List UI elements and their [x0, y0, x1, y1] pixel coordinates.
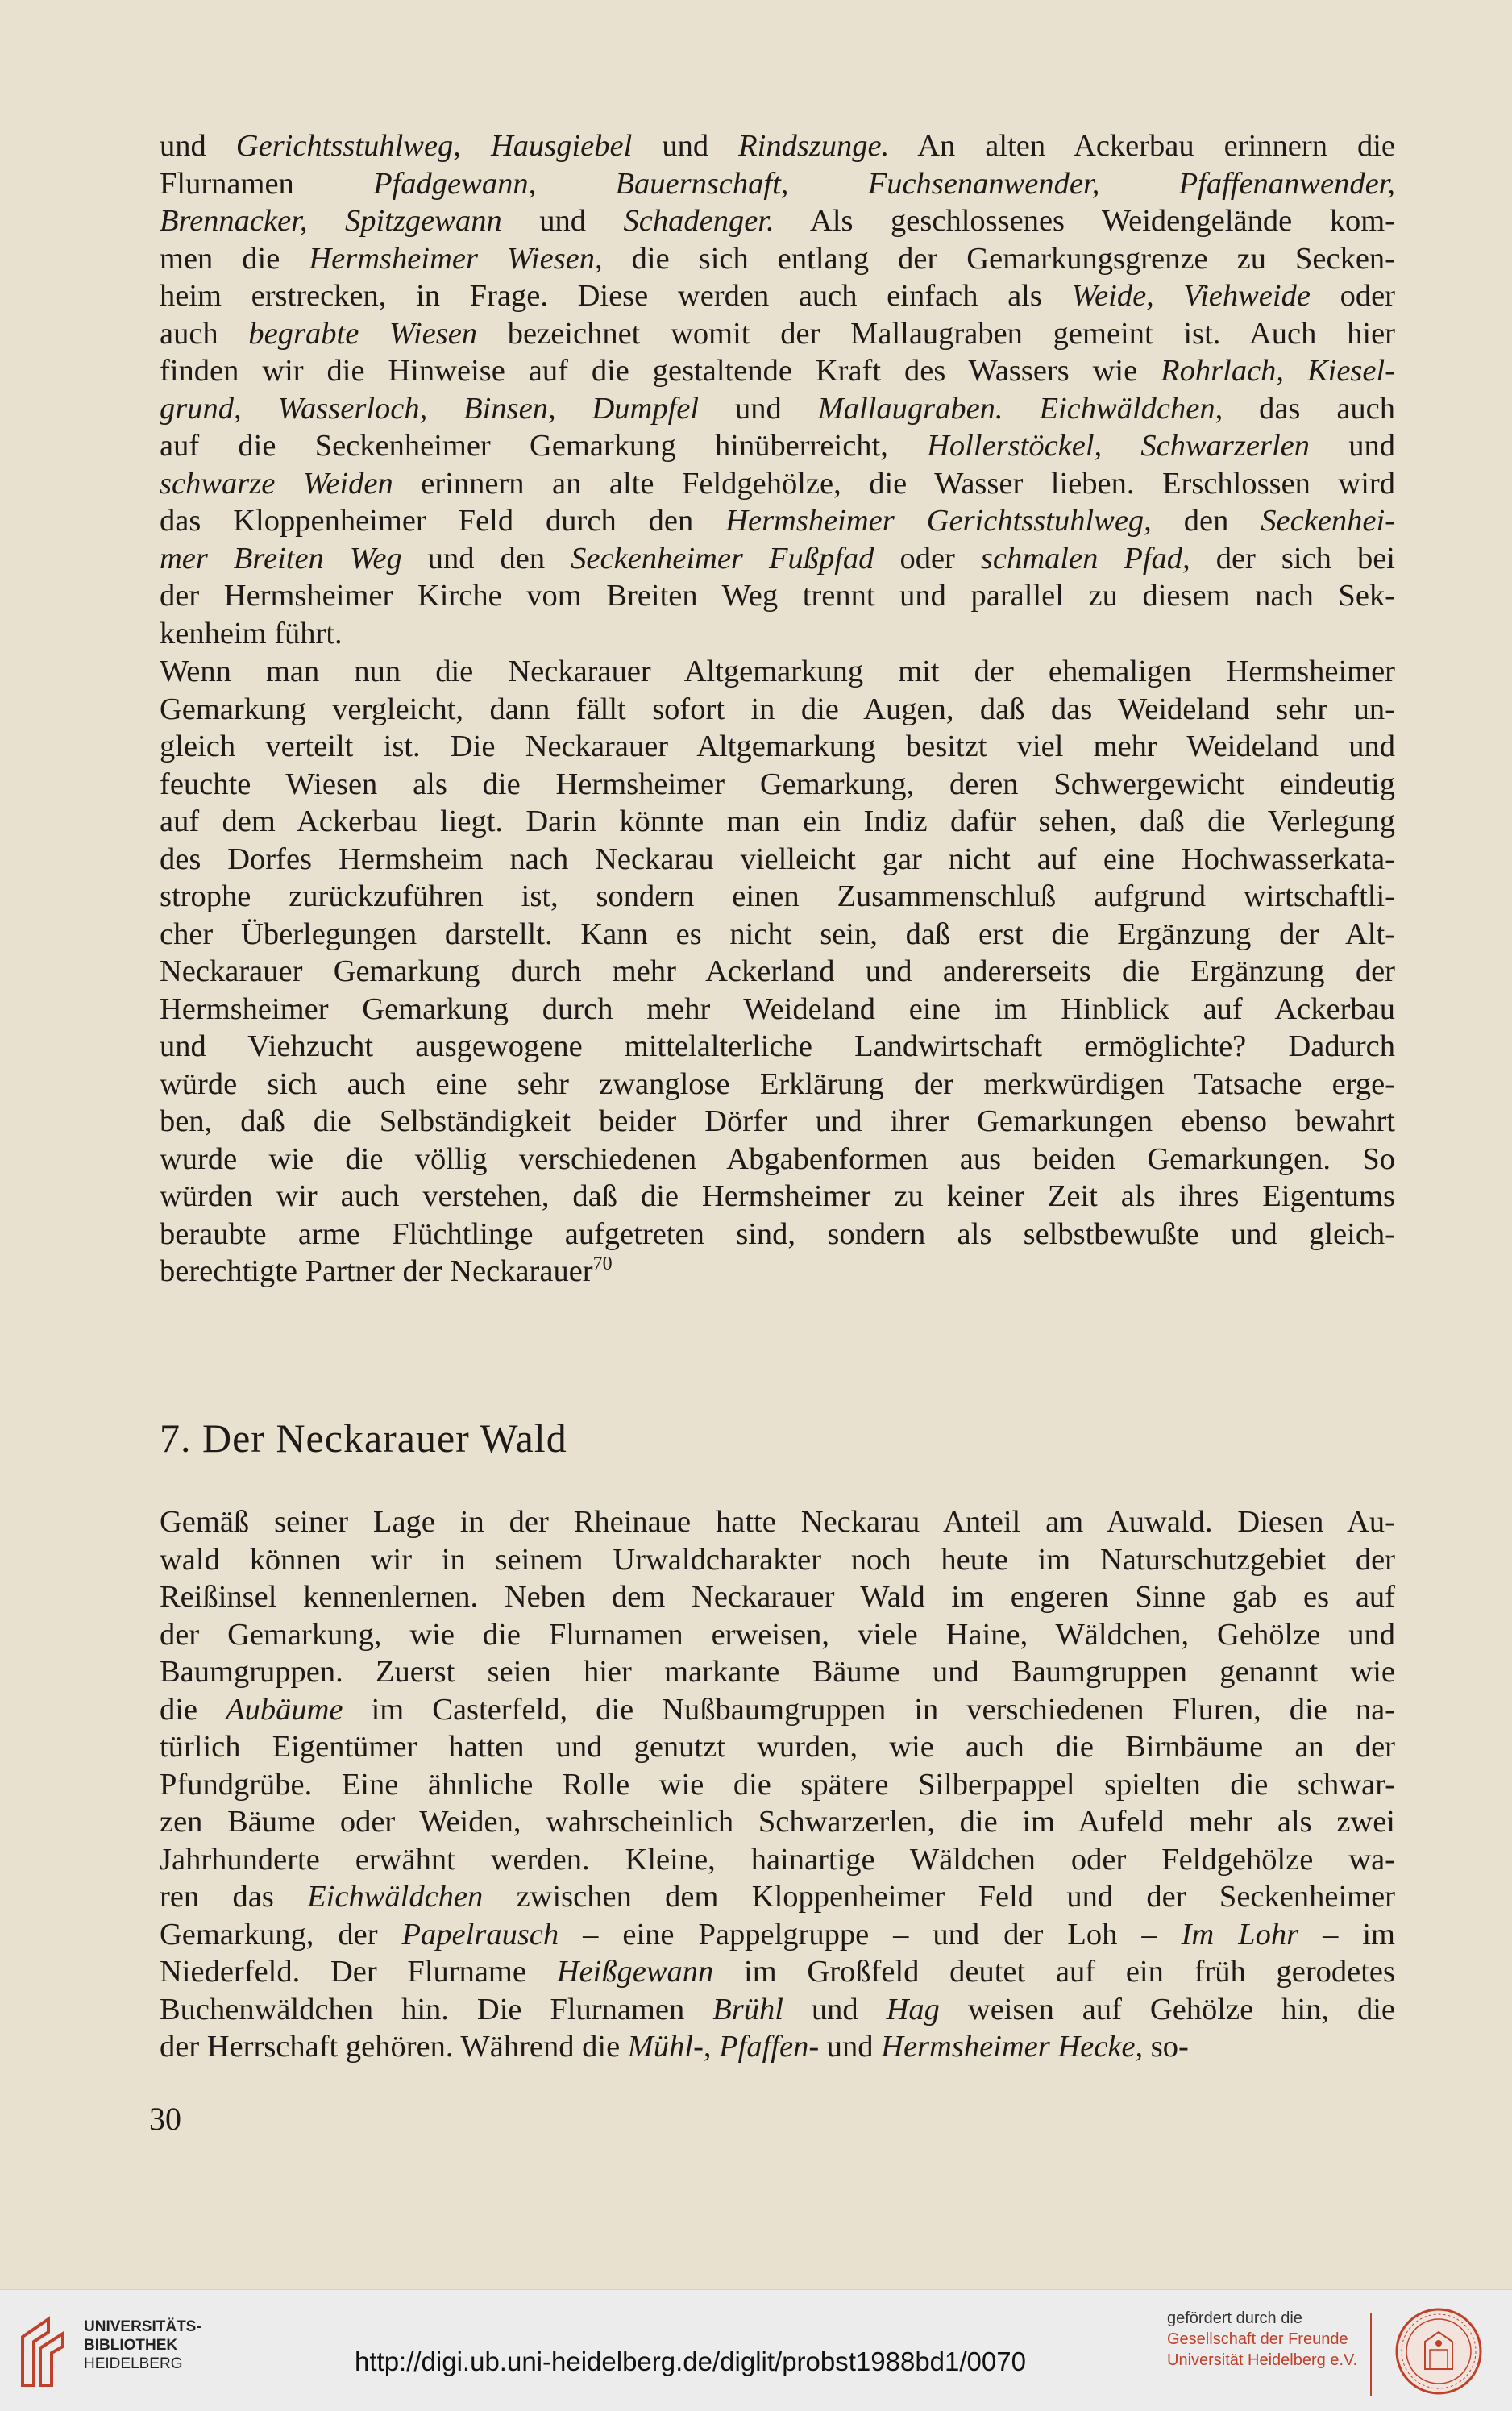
italic-term: Rohrlach, Kiesel-	[1161, 354, 1395, 388]
text-segment: Baumgruppen. Zuerst seien hier markante Bäume und Baumgruppen genannt wie	[160, 1655, 1395, 1689]
text-line	[160, 127, 1395, 165]
text-segment: den	[1151, 504, 1261, 538]
text-segment: erinnern an alte Feldgehölze, die Wasser lieben. Erschlossen wird	[393, 466, 1396, 501]
text-segment: so-	[1143, 2030, 1189, 2064]
text-segment: des Dorfes Hermsheim nach Neckarau vielleicht gar nicht auf eine Hochwasserkata-	[160, 842, 1395, 876]
text-segment: Gemarkung vergleicht, dann fällt sofort in die Augen, daß das Weideland sehr un-	[160, 692, 1395, 726]
funder-block	[1167, 2308, 1357, 2371]
italic-term: Papelrausch	[401, 1917, 559, 1952]
text-segment: Wenn man nun die Neckarauer Altgemarkung mit der ehemaligen Hermsheimer	[160, 655, 1395, 688]
italic-term: Gerichtsstuhlweg, Hausgiebel	[235, 129, 633, 163]
text-line	[160, 277, 1395, 315]
italic-term: Weide, Viehweide	[1071, 279, 1311, 313]
text-line	[160, 1653, 1395, 1691]
italic-term: Heißgewann	[556, 1955, 714, 1989]
text-segment: auf dem Ackerbau liegt. Darin könnte man ein Indiz dafür sehen, daß die Verlegung	[160, 804, 1395, 838]
italic-term: Seckenhei-	[1261, 504, 1395, 538]
text-segment: heim erstrecken, in Frage. Diese werden auch einfach als	[160, 279, 1072, 313]
text-segment: der sich bei	[1190, 541, 1395, 576]
text-segment: und den	[401, 541, 571, 576]
text-segment: würde sich auch eine sehr zwanglose Erklärung der merkwürdigen Tatsache erge-	[160, 1066, 1395, 1101]
italic-term: Hermsheimer Wiesen,	[309, 241, 603, 276]
page-number: 30	[149, 2101, 181, 2137]
text-segment: strophe zurückzuführen ist, sondern einen Zusammenschluß aufgrund wirtschaftli-	[160, 879, 1395, 913]
text-segment: und	[160, 129, 236, 163]
text-segment: – eine Pappelgruppe – und der Loh –	[559, 1917, 1182, 1952]
footnote-ref: 70	[592, 1253, 613, 1275]
text-segment: wald können wir in seinem Urwaldcharakter noch heute im Naturschutzgebiet der	[160, 1542, 1395, 1577]
text-segment: cher Überlegungen darstellt. Kann es nicht sein, daß erst die Ergänzung der Alt-	[160, 917, 1395, 951]
library-line-2: BIBLIOTHEK	[84, 2337, 178, 2354]
text-segment: ren das	[160, 1880, 308, 1914]
text-segment: das Kloppenheimer Feld durch den	[160, 504, 726, 538]
text-line	[160, 1103, 1395, 1141]
italic-term: Eichwäldchen	[307, 1880, 484, 1914]
text-segment: feuchte Wiesen als die Hermsheimer Gemarkung, deren Schwergewicht eindeutig	[160, 767, 1395, 801]
text-segment: und	[783, 1992, 887, 2026]
text-segment: und Viehzucht ausgewogene mittelalterliche Landwirtschaft ermöglichte? Dadurch	[160, 1029, 1395, 1063]
text-segment: oder	[1310, 279, 1395, 313]
text-segment: die sich entlang der Gemarkungsgrenze zu Secken-	[602, 241, 1396, 276]
text-segment: kenheim führt.	[160, 616, 343, 651]
text-line	[160, 390, 1395, 428]
text-segment: auf die Seckenheimer Gemarkung hinüberreicht,	[160, 429, 928, 463]
text-segment: zen Bäume oder Weiden, wahrscheinlich Schwarzerlen, die im Aufeld mehr als zwei	[160, 1805, 1395, 1839]
italic-term: Mallaugraben. Eichwäldchen,	[817, 391, 1223, 426]
text-segment: Buchenwäldchen hin. Die Flurnamen	[160, 1992, 713, 2026]
library-line-3: HEIDELBERG	[84, 2355, 183, 2372]
italic-term: Hollerstöckel, Schwarzerlen	[927, 429, 1310, 463]
text-line	[160, 991, 1395, 1029]
text-line	[160, 1916, 1395, 1954]
text-line	[160, 1991, 1395, 2029]
text-line	[160, 427, 1395, 465]
text-line	[160, 766, 1395, 804]
italic-term: Mühl-, Pfaffen-	[627, 2030, 820, 2064]
text-line	[160, 1066, 1395, 1104]
text-segment: und	[632, 129, 739, 163]
italic-term: Im Lohr	[1181, 1917, 1299, 1952]
text-segment: Reißinsel kennenlernen. Neben dem Neckarauer Wald im engeren Sinne gab es auf	[160, 1580, 1395, 1614]
text-segment: und	[501, 204, 624, 238]
text-line	[160, 2028, 1395, 2066]
footer-divider	[1370, 2313, 1372, 2396]
italic-term: Rindszunge.	[738, 129, 890, 163]
text-segment: Pfundgrübe. Eine ähnliche Rolle wie die spätere Silberpappel spielten die schwar-	[160, 1767, 1395, 1802]
text-line	[160, 1503, 1395, 1541]
text-line	[160, 1953, 1395, 1991]
text-line	[160, 465, 1395, 503]
italic-term: mer Breiten Weg	[160, 541, 402, 576]
text-segment: oder	[874, 541, 981, 576]
text-segment: der Hermsheimer Kirche vom Breiten Weg trennt und parallel zu diesem nach Sek-	[160, 579, 1395, 613]
text-line	[160, 1878, 1395, 1916]
text-segment: weisen auf Gehölze hin, die	[939, 1992, 1395, 2026]
text-segment: und	[1310, 429, 1395, 463]
text-segment: zwischen dem Kloppenheimer Feld und der Seckenheimer	[483, 1880, 1395, 1914]
italic-term: begrabte Wiesen	[248, 316, 478, 351]
text-segment: der Gemarkung, wie die Flurnamen erweisen, viele Haine, Wäldchen, Gehölze und	[160, 1617, 1395, 1652]
text-line	[160, 1616, 1395, 1654]
italic-term: Hermsheimer Hecke,	[881, 2030, 1144, 2064]
text-line	[160, 502, 1395, 540]
text-segment: men die	[160, 241, 309, 276]
text-line	[160, 841, 1395, 879]
permalink[interactable]: http://digi.ub.uni-heidelberg.de/diglit/probst1988bd1/0070	[355, 2347, 1026, 2376]
text-line	[160, 878, 1395, 916]
text-segment: im Casterfeld, die Nußbaumgruppen in verschiedenen Fluren, die na-	[343, 1692, 1395, 1727]
text-line	[160, 1178, 1395, 1216]
text-line	[160, 1803, 1395, 1841]
text-line	[160, 953, 1395, 991]
italic-term: schmalen Pfad,	[980, 541, 1190, 576]
text-segment: ben, daß die Selbständigkeit beider Dörfer und ihrer Gemarkungen ebenso bewahrt	[160, 1104, 1395, 1138]
text-segment: Gemäß seiner Lage in der Rheinaue hatte Neckarau Anteil am Auwald. Diesen Au-	[160, 1505, 1395, 1539]
text-line	[160, 1253, 1395, 1291]
society-line-2: Universität Heidelberg e.V.	[1167, 2351, 1358, 2369]
text-line	[160, 352, 1395, 390]
italic-term: Hag	[886, 1992, 940, 2026]
paragraph-1	[160, 127, 1395, 652]
text-line	[160, 916, 1395, 954]
university-seal-icon	[1386, 2303, 1491, 2400]
text-segment: im Großfeld deutet auf ein früh gerodetes	[713, 1955, 1395, 1989]
text-segment: das auch	[1223, 391, 1396, 426]
italic-term: Hermsheimer Gerichtsstuhlweg,	[725, 504, 1152, 538]
text-line	[160, 691, 1395, 729]
text-line	[160, 315, 1395, 353]
text-segment: auch	[160, 316, 249, 351]
text-line	[160, 1578, 1395, 1616]
text-line	[160, 577, 1395, 615]
text-segment: beraubte arme Flüchtlinge aufgetreten sind, sondern als selbstbewußte und gleich-	[160, 1216, 1395, 1251]
text-segment: Jahrhunderte erwähnt werden. Kleine, hainartige Wäldchen oder Feldgehölze wa-	[160, 1842, 1395, 1877]
italic-term: Pfadgewann, Bauernschaft, Fuchsenanwender, Pfaffenanwender,	[373, 166, 1395, 201]
text-line	[160, 1141, 1395, 1178]
paragraph-2	[160, 653, 1395, 1291]
text-segment: türlich Eigentümer hatten und genutzt wurden, wie auch die Birnbäume an der	[160, 1730, 1395, 1764]
text-line	[160, 803, 1395, 841]
text-line	[160, 165, 1395, 203]
italic-term: schwarze Weiden	[160, 466, 393, 501]
text-segment: gleich verteilt ist. Die Neckarauer Altgemarkung besitzt viel mehr Weideland und	[160, 730, 1395, 763]
text-line	[160, 1541, 1395, 1579]
text-segment: Hermsheimer Gemarkung durch mehr Weideland eine im Hinblick auf Ackerbau	[160, 991, 1395, 1026]
text-segment: berechtigte Partner der Neckarauer	[160, 1254, 593, 1288]
text-segment: An alten Ackerbau erinnern die	[889, 129, 1396, 163]
italic-term: Seckenheimer Fußpfad	[571, 541, 874, 576]
italic-term: Brennacker, Spitzgewann	[160, 204, 502, 238]
text-segment: und	[699, 391, 818, 426]
paragraph-3	[160, 1503, 1395, 2066]
text-line	[160, 1728, 1395, 1766]
society-line-1: Gesellschaft der Freunde	[1167, 2330, 1348, 2348]
text-segment: Neckarauer Gemarkung durch mehr Ackerland und andererseits die Ergänzung der	[160, 954, 1395, 988]
text-line	[160, 240, 1395, 278]
library-line-1: UNIVERSITÄTS-	[84, 2318, 201, 2335]
text-segment: der Herrschaft gehören. Während die	[160, 2030, 628, 2064]
text-segment: Niederfeld. Der Flurname	[160, 1955, 557, 1989]
text-segment: Gemarkung, der	[160, 1917, 402, 1952]
italic-term: Brühl	[712, 1992, 783, 2026]
text-line	[160, 540, 1395, 578]
text-line	[160, 1028, 1395, 1066]
text-line	[160, 1841, 1395, 1879]
italic-term: grund, Wasserloch, Binsen, Dumpfel	[160, 391, 700, 426]
text-line	[160, 1216, 1395, 1253]
text-segment: die	[160, 1692, 226, 1727]
italic-term: Schadenger.	[623, 204, 775, 238]
text-segment: bezeichnet womit der Mallaugraben gemeint ist. Auch hier	[477, 316, 1395, 351]
library-name	[84, 2317, 201, 2373]
text-segment: Flurnamen	[160, 166, 374, 201]
text-segment: Als geschlossenes Weidengelände kom-	[774, 204, 1395, 238]
text-segment: wurde wie die völlig verschiedenen Abgabenformen aus beiden Gemarkungen. So	[160, 1141, 1395, 1176]
text-line	[160, 1691, 1395, 1729]
text-segment: finden wir die Hinweise auf die gestaltende Kraft des Wassers wie	[160, 354, 1161, 388]
text-line	[160, 728, 1395, 766]
text-line	[160, 653, 1395, 691]
text-segment: würden wir auch verstehen, daß die Hermsheimer zu keiner Zeit als ihres Eigentums	[160, 1179, 1395, 1213]
section-heading: 7. Der Neckarauer Wald	[160, 1415, 567, 1461]
italic-term: Aubäume	[226, 1692, 343, 1727]
text-segment: und	[819, 2030, 882, 2064]
ub-heidelberg-logo-icon	[16, 2313, 73, 2388]
text-segment: – im	[1298, 1917, 1395, 1952]
text-line	[160, 1766, 1395, 1804]
digitization-footer	[0, 2289, 1512, 2411]
text-line	[160, 615, 1395, 653]
text-line	[160, 202, 1395, 240]
funded-by-label: gefördert durch die	[1167, 2309, 1302, 2327]
